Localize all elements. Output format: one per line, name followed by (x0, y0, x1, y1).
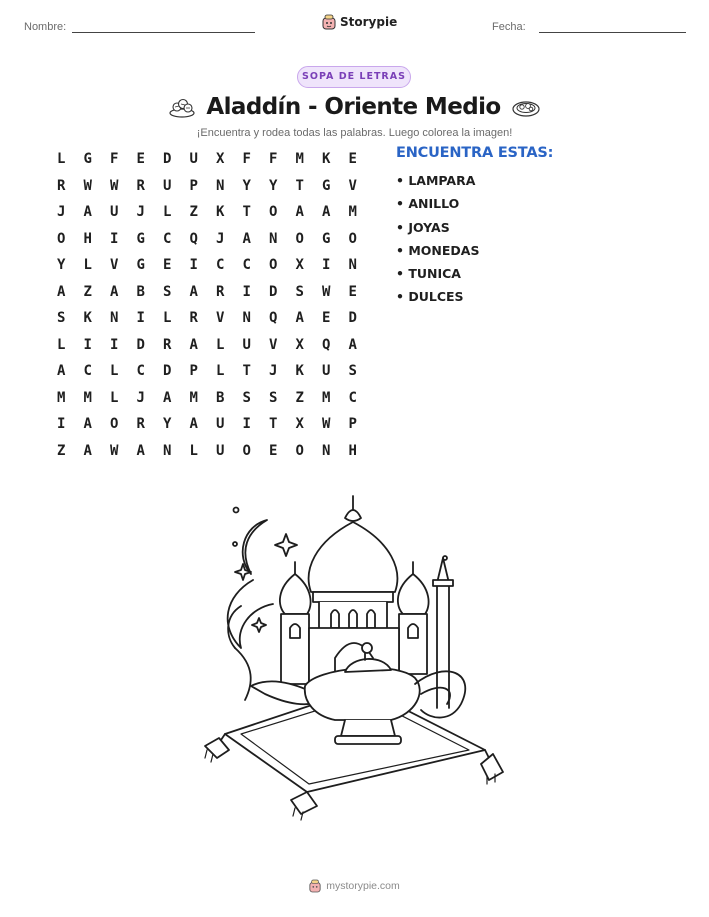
grid-letter[interactable]: U (242, 336, 251, 353)
grid-letter[interactable]: A (295, 204, 304, 221)
word-search-grid[interactable] (48, 146, 366, 464)
grid-letter[interactable]: M (83, 389, 92, 406)
grid-letter[interactable]: N (242, 310, 251, 327)
title-row (150, 90, 559, 124)
grid-letter[interactable]: F (242, 151, 251, 168)
grid-letter[interactable]: C (163, 230, 172, 247)
grid-letter[interactable]: X (295, 257, 304, 274)
grid-letter[interactable]: A (83, 442, 92, 459)
grid-letter[interactable]: S (348, 363, 357, 380)
grid-letter[interactable]: E (163, 257, 172, 274)
grid-letter[interactable]: E (348, 151, 357, 168)
grid-letter[interactable]: J (216, 230, 225, 247)
grid-letter[interactable]: T (269, 416, 278, 433)
grid-letter[interactable]: Z (83, 283, 92, 300)
grid-letter[interactable]: P (189, 363, 198, 380)
grid-letter[interactable]: O (57, 230, 66, 247)
grid-letter[interactable]: I (110, 230, 119, 247)
grid-letter[interactable]: U (110, 204, 119, 221)
grid-letter[interactable]: A (189, 416, 198, 433)
grid-letter[interactable]: T (242, 363, 251, 380)
grid-letter[interactable]: M (295, 151, 304, 168)
grid-letter[interactable]: U (216, 416, 225, 433)
grid-letter[interactable]: G (83, 151, 92, 168)
brand-name: Storypie (340, 15, 398, 29)
grid-letter[interactable]: S (57, 310, 66, 327)
footer (0, 879, 709, 893)
grid-letter[interactable]: L (216, 336, 225, 353)
grid-letter[interactable]: O (269, 257, 278, 274)
grid-letter[interactable]: M (348, 204, 357, 221)
grid-letter[interactable]: T (295, 177, 304, 194)
grid-letter[interactable]: N (348, 257, 357, 274)
grid-letter[interactable]: X (295, 416, 304, 433)
grid-letter[interactable]: C (348, 389, 357, 406)
grid-letter[interactable]: U (216, 442, 225, 459)
food-plate-icon (511, 96, 541, 118)
grid-letter[interactable]: W (322, 283, 331, 300)
grid-letter[interactable]: A (189, 283, 198, 300)
grid-letter[interactable]: F (110, 151, 119, 168)
grid-letter[interactable]: M (322, 389, 331, 406)
word-item: • MONEDAS (396, 242, 480, 258)
grid-letter[interactable]: G (322, 230, 331, 247)
grid-letter[interactable]: N (110, 310, 119, 327)
grid-letter[interactable]: A (189, 336, 198, 353)
grid-letter[interactable]: Y (269, 177, 278, 194)
grid-letter[interactable]: O (242, 442, 251, 459)
grid-letter[interactable]: Y (57, 257, 66, 274)
grid-letter[interactable]: F (269, 151, 278, 168)
grid-letter[interactable]: J (136, 204, 145, 221)
grid-letter[interactable]: A (83, 416, 92, 433)
grid-letter[interactable]: R (57, 177, 66, 194)
grid-letter[interactable]: S (163, 283, 172, 300)
grid-letter[interactable]: J (136, 389, 145, 406)
storypie-mascot-icon (309, 879, 321, 893)
grid-letter[interactable]: C (216, 257, 225, 274)
palace-lamp-carpet-illustration (195, 488, 515, 823)
grid-letter[interactable]: D (348, 310, 357, 327)
grid-letter[interactable]: K (216, 204, 225, 221)
word-list (396, 171, 479, 311)
grid-letter[interactable]: Z (295, 389, 304, 406)
grid-letter[interactable]: P (189, 177, 198, 194)
grid-letter[interactable]: G (322, 177, 331, 194)
grid-letter[interactable]: A (242, 230, 251, 247)
grid-letter[interactable]: D (163, 151, 172, 168)
grid-letter[interactable]: B (136, 283, 145, 300)
grid-letter[interactable]: H (83, 230, 92, 247)
grid-letter[interactable]: I (322, 257, 331, 274)
grid-letter[interactable]: G (136, 257, 145, 274)
grid-letter[interactable]: X (295, 336, 304, 353)
grid-letter[interactable]: K (295, 363, 304, 380)
grid-letter[interactable]: P (348, 416, 357, 433)
grid-letter[interactable]: A (163, 389, 172, 406)
storypie-mascot-icon (322, 14, 336, 30)
grid-letter[interactable]: J (57, 204, 66, 221)
grid-letter[interactable]: B (216, 389, 225, 406)
grid-letter[interactable]: M (189, 389, 198, 406)
grid-letter[interactable]: A (295, 310, 304, 327)
name-label: Nombre: (24, 21, 67, 33)
word-item: • LAMPARA (396, 173, 476, 188)
grid-letter[interactable]: W (322, 416, 331, 433)
word-list-title: ENCUENTRA ESTAS: (396, 145, 554, 161)
grid-letter[interactable]: M (57, 389, 66, 406)
grid-letter[interactable]: Q (189, 230, 198, 247)
grid-letter[interactable]: U (163, 177, 172, 194)
grid-letter[interactable]: Z (57, 442, 66, 459)
date-label: Fecha: (492, 21, 526, 33)
grid-letter[interactable]: K (83, 310, 92, 327)
date-line[interactable] (539, 32, 686, 33)
grid-letter[interactable]: J (269, 363, 278, 380)
grid-letter[interactable]: O (269, 204, 278, 221)
grid-letter[interactable]: L (216, 363, 225, 380)
grid-letter[interactable]: E (322, 310, 331, 327)
grid-letter[interactable]: A (322, 204, 331, 221)
page-title: Aladdín - Oriente Medio (206, 94, 501, 120)
name-line[interactable] (72, 32, 255, 33)
grid-letter[interactable]: L (57, 336, 66, 353)
grid-letter[interactable]: A (57, 363, 66, 380)
grid-letter[interactable]: I (242, 416, 251, 433)
grid-letter[interactable]: X (216, 151, 225, 168)
grid-letter[interactable]: A (57, 283, 66, 300)
grid-letter[interactable]: V (110, 257, 119, 274)
grid-letter[interactable]: Y (163, 416, 172, 433)
grid-letter[interactable]: Y (242, 177, 251, 194)
grid-letter[interactable]: E (269, 442, 278, 459)
grid-letter[interactable]: L (163, 310, 172, 327)
grid-letter[interactable]: V (269, 336, 278, 353)
grid-letter[interactable]: C (83, 363, 92, 380)
grid-letter[interactable]: D (163, 363, 172, 380)
grid-letter[interactable]: A (83, 204, 92, 221)
grid-letter[interactable]: N (322, 442, 331, 459)
grid-letter[interactable]: C (242, 257, 251, 274)
grid-letter[interactable]: R (189, 310, 198, 327)
grid-letter[interactable]: O (295, 230, 304, 247)
grid-letter[interactable]: U (189, 151, 198, 168)
grid-letter[interactable]: L (83, 257, 92, 274)
grid-letter[interactable]: I (242, 283, 251, 300)
grid-letter[interactable]: V (348, 177, 357, 194)
grid-letter[interactable]: A (348, 336, 357, 353)
grid-letter[interactable]: H (348, 442, 357, 459)
grid-letter[interactable]: N (216, 177, 225, 194)
grid-letter[interactable]: W (110, 177, 119, 194)
grid-letter[interactable]: R (136, 416, 145, 433)
grid-letter[interactable]: N (269, 230, 278, 247)
grid-letter[interactable]: S (269, 389, 278, 406)
grid-letter[interactable]: Q (322, 336, 331, 353)
grid-letter[interactable]: E (348, 283, 357, 300)
grid-letter[interactable]: L (110, 389, 119, 406)
grid-letter[interactable]: W (83, 177, 92, 194)
grid-letter[interactable]: L (57, 151, 66, 168)
worksheet-type-badge: SOPA DE LETRAS (297, 66, 411, 88)
grid-letter[interactable]: D (269, 283, 278, 300)
grid-letter[interactable]: V (216, 310, 225, 327)
grid-letter[interactable]: W (110, 442, 119, 459)
grid-letter[interactable]: A (110, 283, 119, 300)
grid-letter[interactable]: O (295, 442, 304, 459)
grid-letter[interactable]: O (348, 230, 357, 247)
footer-url[interactable]: mystorypie.com (326, 880, 400, 892)
instructions: ¡Encuentra y rodea todas las palabras. Luego colorea la imagen! (196, 127, 513, 139)
grid-letter[interactable]: C (136, 363, 145, 380)
grid-letter[interactable]: I (189, 257, 198, 274)
grid-letter[interactable]: G (136, 230, 145, 247)
grid-letter[interactable]: U (322, 363, 331, 380)
grid-letter[interactable]: A (136, 442, 145, 459)
grid-letter[interactable]: T (242, 204, 251, 221)
grid-letter[interactable]: Z (189, 204, 198, 221)
grid-letter[interactable]: L (110, 363, 119, 380)
grid-letter[interactable]: N (163, 442, 172, 459)
grid-letter[interactable]: L (189, 442, 198, 459)
word-item: • TUNICA (396, 266, 461, 282)
word-item: • JOYAS (396, 219, 450, 235)
grid-letter[interactable]: I (110, 336, 119, 353)
brand-logo (322, 14, 397, 30)
grid-letter[interactable]: Q (269, 310, 278, 327)
word-item: • ANILLO (396, 196, 460, 212)
grid-letter[interactable]: S (242, 389, 251, 406)
grid-letter[interactable]: E (136, 151, 145, 168)
dates-bowl-icon (168, 95, 196, 119)
grid-letter[interactable]: R (163, 336, 172, 353)
grid-letter[interactable]: R (216, 283, 225, 300)
grid-letter[interactable]: S (295, 283, 304, 300)
grid-letter[interactable]: R (136, 177, 145, 194)
grid-letter[interactable]: I (57, 416, 66, 433)
word-item: • DULCES (396, 289, 464, 305)
grid-letter[interactable]: I (136, 310, 145, 327)
grid-letter[interactable]: L (163, 204, 172, 221)
grid-letter[interactable]: I (83, 336, 92, 353)
grid-letter[interactable]: K (322, 151, 331, 168)
grid-letter[interactable]: O (110, 416, 119, 433)
grid-letter[interactable]: D (136, 336, 145, 353)
